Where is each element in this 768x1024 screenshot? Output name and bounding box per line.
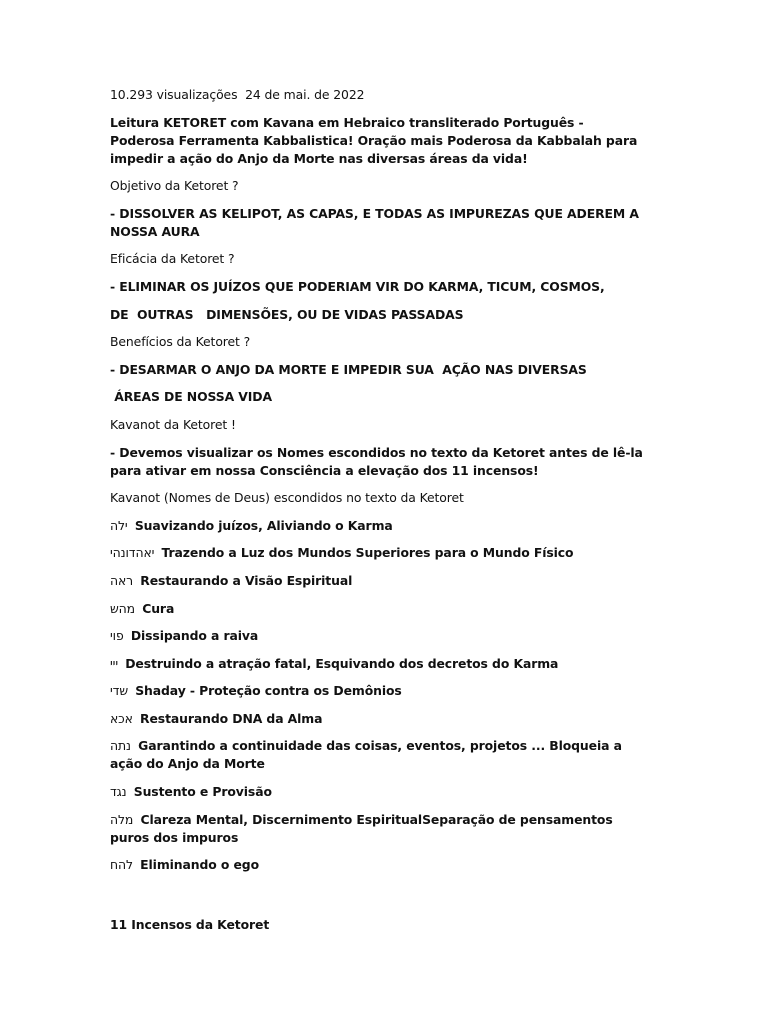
list-item xyxy=(110,655,650,673)
spacer xyxy=(110,884,650,916)
list-item xyxy=(110,737,650,773)
kavana-text: Cura xyxy=(142,600,175,616)
kavanot-question: Kavanot da Ketoret ! xyxy=(110,416,236,432)
kavana-text: Destruindo a atração fatal, Esquivando dos decretos do Karma xyxy=(125,655,559,671)
kavanot-list xyxy=(110,517,650,875)
beneficios-question: Benefícios da Ketoret ? xyxy=(110,334,251,350)
hebrew-name: פוי xyxy=(110,628,124,644)
hebrew-name: ראה xyxy=(110,572,134,588)
hebrew-name: שדי xyxy=(110,683,129,699)
hebrew-name: מלה xyxy=(110,811,134,827)
kavana-text: Sustento e Provisão xyxy=(133,784,272,800)
objetivo-question: Objetivo da Ketoret ? xyxy=(110,178,239,194)
hebrew-name: ייי xyxy=(110,655,119,671)
hebrew-name: ילה xyxy=(110,517,128,533)
incensos-heading: 11 Incensos da Ketoret xyxy=(110,916,270,932)
kavana-text: Dissipando a raiva xyxy=(130,628,259,644)
hebrew-name: נתה xyxy=(110,738,131,754)
kavanot-heading: Kavanot (Nomes de Deus) escondidos no texto da Ketoret xyxy=(110,490,464,506)
list-item xyxy=(110,856,650,874)
list-item xyxy=(110,544,650,562)
kavana-text: Shaday - Proteção contra os Demônios xyxy=(135,683,402,699)
kavana-text: Trazendo a Luz dos Mundos Superiores para o Mundo Físico xyxy=(161,545,574,561)
hebrew-name: מהש xyxy=(110,600,135,616)
eficacia-answer-1: - ELIMINAR OS JUÍZOS QUE PODERIAM VIR DO KARMA, TICUM, COSMOS, xyxy=(110,278,605,294)
objetivo-answer: - DISSOLVER AS KELIPOT, AS CAPAS, E TODAS AS IMPUREZAS QUE ADEREM A NOSSA AURA xyxy=(110,205,639,239)
beneficios-answer-1: - DESARMAR O ANJO DA MORTE E IMPEDIR SUA AÇÃO NAS DIVERSAS xyxy=(110,361,587,377)
meta-line xyxy=(110,86,650,104)
list-item xyxy=(110,627,650,645)
eficacia-question: Eficácia da Ketoret ? xyxy=(110,251,235,267)
list-item xyxy=(110,517,650,535)
kavanot-answer: - Devemos visualizar os Nomes escondidos no texto da Ketoret antes de lê-la para ativar em nossa Consciência a elevação dos 11 incensos! xyxy=(110,444,643,478)
list-item xyxy=(110,710,650,728)
intro-paragraph: Leitura KETORET com Kavana em Hebraico transliterado Português - Poderosa Ferramenta Kabbalistica! Oração mais Poderosa da Kabbalah para impedir a ação do Anjo da Morte nas diversas áreas da vida! xyxy=(110,114,638,166)
document-page xyxy=(110,86,650,943)
list-item xyxy=(110,811,650,847)
kavana-text: Clareza Mental, Discernimento EspiritualSeparação de pensamentos puros dos impuros xyxy=(110,811,613,845)
eficacia-answer-2: DE OUTRAS DIMENSÕES, OU DE VIDAS PASSADAS xyxy=(110,306,464,322)
hebrew-name: להח xyxy=(110,857,133,873)
hebrew-name: אכא xyxy=(110,710,133,726)
list-item xyxy=(110,682,650,700)
list-item xyxy=(110,783,650,801)
hebrew-name: נגד xyxy=(110,784,127,800)
kavana-text: Eliminando o ego xyxy=(140,857,259,873)
list-item xyxy=(110,600,650,618)
hebrew-name: יאהדונהי xyxy=(110,545,155,561)
beneficios-answer-2: ÁREAS DE NOSSA VIDA xyxy=(110,389,272,405)
kavana-text: Garantindo a continuidade das coisas, eventos, projetos ... Bloqueia a ação do Anjo da Morte xyxy=(110,738,622,772)
view-count: 10.293 visualizações xyxy=(110,87,238,102)
kavana-text: Restaurando DNA da Alma xyxy=(140,710,323,726)
kavana-text: Suavizando juízos, Aliviando o Karma xyxy=(134,517,393,533)
publish-date: 24 de mai. de 2022 xyxy=(245,87,365,102)
kavana-text: Restaurando a Visão Espiritual xyxy=(140,572,353,588)
list-item xyxy=(110,572,650,590)
